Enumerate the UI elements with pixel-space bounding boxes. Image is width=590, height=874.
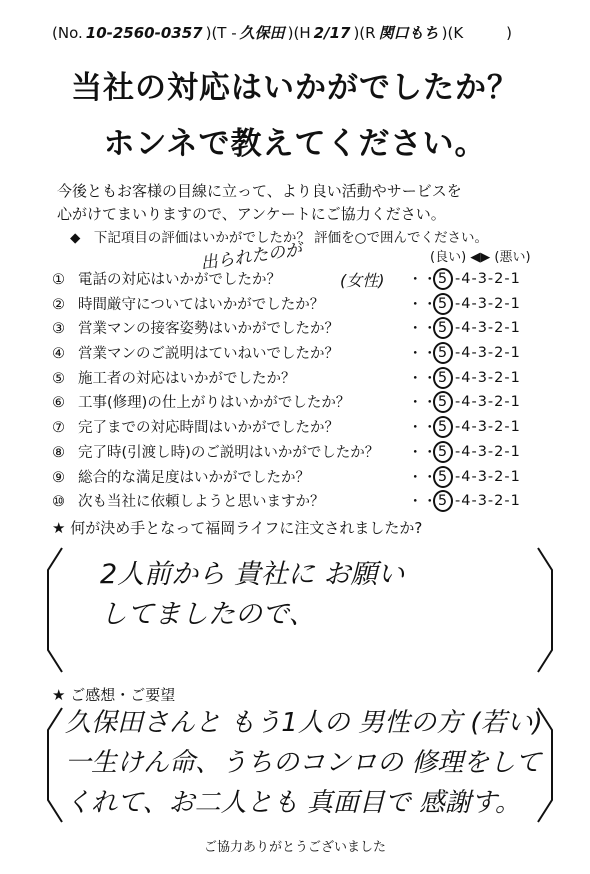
question-row (52, 293, 572, 318)
question-row (52, 466, 572, 491)
question-text: 電話の対応はいかがでしたか？ (78, 272, 281, 288)
question-row (52, 391, 572, 416)
rating-scale[interactable] (433, 293, 521, 315)
question-number: ⑦ (52, 420, 65, 437)
rating-scale[interactable] (433, 268, 521, 290)
leader-dots: ・・ (408, 469, 437, 486)
question-number: ① (52, 272, 65, 288)
rating-rest[interactable]: -4-3-2-1 (455, 493, 521, 510)
question-comments: ★ ご感想・ご要望 (52, 686, 176, 704)
question-text: 施工者の対応はいかがでしたか？ (78, 370, 296, 387)
rating-rest[interactable]: -4-3-2-1 (455, 369, 521, 386)
rating-rest[interactable]: -4-3-2-1 (455, 468, 521, 485)
rating-scale[interactable] (433, 416, 521, 438)
selected-rating[interactable]: 5 (433, 268, 453, 290)
answer-comments[interactable] (65, 703, 543, 823)
question-number: ⑩ (52, 494, 65, 511)
question-number: ⑨ (52, 469, 65, 486)
intro-line-1: 今後ともお客様の目線に立って、より良い活動やサービスを (57, 182, 462, 200)
rating-scale[interactable] (433, 391, 521, 413)
handwritten-note-top: 出られたのが (199, 239, 304, 274)
h-prefix: )(H (287, 24, 311, 42)
r-value: 関口もち (378, 24, 439, 42)
leader-dots: ・・ (408, 296, 437, 313)
question-row (52, 490, 572, 515)
page-title: 当社の対応はいかがでしたか？ (71, 70, 519, 106)
question-number: ④ (52, 346, 65, 363)
rating-rest[interactable]: -4-3-2-1 (455, 394, 521, 411)
selected-rating[interactable]: 5 (433, 416, 453, 438)
selected-rating[interactable]: 5 (433, 466, 453, 488)
question-number: ⑤ (52, 370, 65, 387)
question-text: 完了時(引渡し時)のご説明はいかがでしたか？ (78, 444, 380, 461)
rating-rest[interactable]: -4-3-2-1 (455, 443, 521, 460)
question-text: 工事(修理)の仕上がりはいかがでしたか？ (78, 395, 351, 412)
handwritten-note-side: (女性) (340, 271, 385, 290)
question-row (52, 441, 572, 466)
left-bracket (48, 708, 62, 822)
selected-rating[interactable]: 5 (433, 391, 453, 413)
scale-header: (良い) ◀▶ (悪い) (430, 250, 531, 265)
rating-rest[interactable]: -4-3-2-1 (455, 271, 521, 287)
question-reason: ★ 何が決め手となって福岡ライフに注文されましたか? (52, 519, 423, 537)
leader-dots: ・・ (408, 444, 437, 461)
leader-dots: ・・ (408, 370, 437, 387)
selected-rating[interactable]: 5 (433, 490, 453, 512)
leader-dots: ・・ (408, 272, 437, 288)
intro-line-2: 心がけてまいりますので、アンケートにご協力ください。 (57, 205, 446, 223)
question-text: 次も当社に依頼しようと思いますか？ (78, 494, 325, 511)
left-bracket (48, 548, 62, 672)
rating-instruction: ◆ 下記項目の評価はいかがでしたか？ 評価を○で囲んでください。 (70, 230, 488, 246)
question-number: ② (52, 296, 65, 313)
question-row (52, 367, 572, 392)
question-row (52, 416, 572, 441)
rating-scale[interactable] (433, 342, 521, 364)
right-bracket (538, 548, 552, 672)
question-row (52, 268, 572, 293)
rating-rest[interactable]: -4-3-2-1 (455, 419, 521, 436)
h-value: 2/17 (313, 24, 351, 42)
rating-rest[interactable]: -4-3-2-1 (455, 295, 521, 312)
k-prefix: )(K (441, 24, 464, 42)
answer-reason[interactable] (100, 555, 404, 635)
answer-reason-line-2: してましたので、 (100, 599, 316, 630)
answer-comments-line-1: 久保田さんと もう1人の 男性の方 (若い) (65, 708, 543, 738)
r-prefix: )(R (353, 24, 376, 42)
leader-dots: ・・ (408, 346, 437, 363)
selected-rating[interactable]: 5 (433, 342, 453, 364)
selected-rating[interactable]: 5 (433, 317, 453, 339)
t-prefix: )(T - (205, 24, 237, 42)
question-text: 完了までの対応時間はいかがでしたか？ (78, 420, 339, 437)
leader-dots: ・・ (408, 420, 437, 437)
question-text: 時間厳守についてはいかがでしたか？ (78, 296, 325, 313)
question-row (52, 317, 572, 342)
selected-rating[interactable]: 5 (433, 441, 453, 463)
intro-text (57, 180, 462, 226)
page-subtitle: ホンネで教えてください。 (103, 126, 487, 162)
no-prefix: (No. (52, 24, 83, 42)
question-text: 営業マンの接客姿勢はいかがでしたか？ (78, 321, 339, 338)
thank-you-footer: ご協力ありがとうございました (203, 840, 386, 855)
leader-dots: ・・ (408, 395, 437, 412)
selected-rating[interactable]: 5 (433, 293, 453, 315)
rating-scale[interactable] (433, 317, 521, 339)
question-number: ⑥ (52, 395, 65, 412)
rating-scale[interactable] (433, 490, 521, 512)
selected-rating[interactable]: 5 (433, 367, 453, 389)
question-list (52, 268, 572, 515)
t-value: 久保田 (239, 24, 285, 42)
rating-rest[interactable]: -4-3-2-1 (455, 320, 521, 337)
form-header (52, 22, 512, 43)
answer-comments-line-3: くれて、お二人とも 真面目で 感謝す。 (65, 788, 521, 818)
answer-reason-line-1: 2人前から 貴社に お願い (100, 559, 405, 590)
rating-scale[interactable] (433, 367, 521, 389)
question-number: ⑧ (52, 444, 65, 461)
rating-scale[interactable] (433, 441, 521, 463)
question-text: 総合的な満足度はいかがでしたか？ (78, 469, 310, 486)
rating-rest[interactable]: -4-3-2-1 (455, 345, 521, 362)
no-value: 10-2560-0357 (85, 24, 203, 42)
rating-scale[interactable] (433, 466, 521, 488)
answer-comments-line-2: 一生けん命、うちのコンロの 修理をして (65, 748, 542, 778)
leader-dots: ・・ (408, 494, 437, 511)
leader-dots: ・・ (408, 321, 437, 338)
question-row (52, 342, 572, 367)
question-text: 営業マンのご説明はていねいでしたか？ (78, 346, 339, 363)
question-number: ③ (52, 321, 65, 338)
k-suffix: ) (506, 24, 513, 42)
